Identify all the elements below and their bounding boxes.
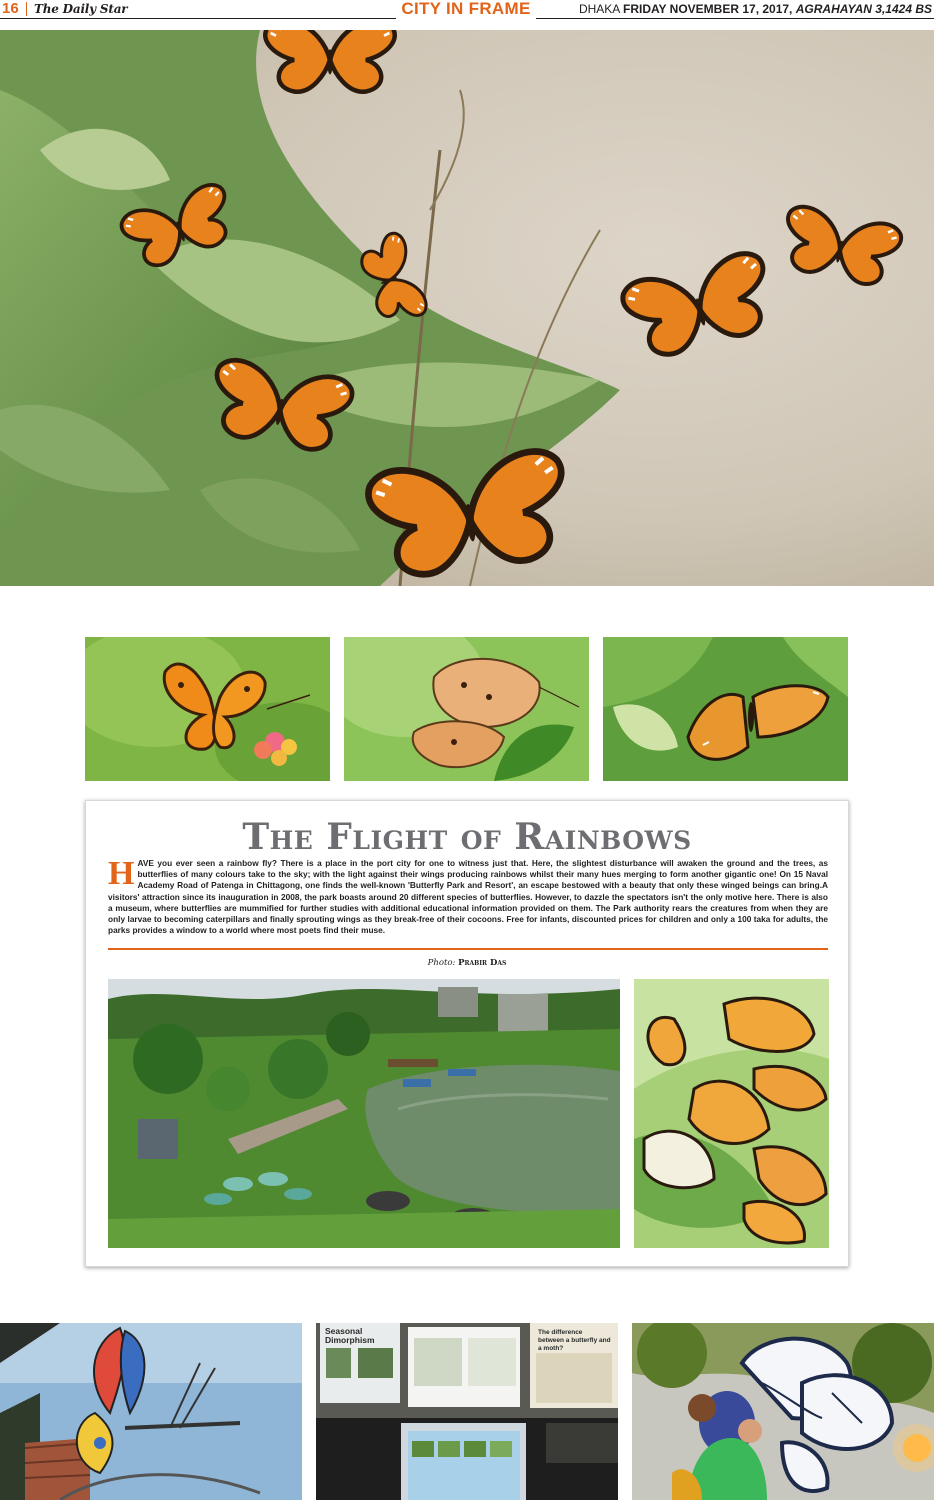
article-card xyxy=(85,800,849,1267)
article-body xyxy=(108,855,828,936)
dateline-city: DHAKA xyxy=(578,2,620,16)
article-body-text: AVE you ever seen a rainbow fly? There is a place in the port city for one to witness just that. Here, the slightest disturbance will awaken the ground and the trees, as butterflies of many colours take to the sky; with the light against their wings producing rainbows whilst their many hues merging to form another gigantic one! On 15 Naval Academy Road of Patenga in Chittagong, one finds the well-known 'Butterfly Park and Resort', an escape bestowed with a beauty that only these winged beings can bring.A visitors' attraction since its inauguration in 2008, the park boasts around 20 different species of butterflies. However, to dazzle the spectators isn't the only motive here. There is also a museum, where butterflies are mummified for further studies with additional educational information provided on them. The Park authority rears the creatures from when they are only larvae to becoming caterpillars and finally sprouting wings as they break-free of their cocoons. Free for infants, discounted prices for children and only a 100 taka for adults, the parks provides a window to a world where most poets find their muse. xyxy=(108,858,828,936)
photo-credit xyxy=(86,958,848,968)
newspaper-logo: The Daily Star xyxy=(34,2,128,16)
museum-board-right-title-1: The difference xyxy=(538,1329,583,1336)
hero-butterflies-photo xyxy=(0,30,934,586)
photo-credit-name: Prabir Das xyxy=(458,958,507,968)
dateline-date: FRIDAY NOVEMBER 17, 2017, xyxy=(622,2,793,16)
butterfly-park-pond-photo xyxy=(108,979,620,1248)
masthead xyxy=(0,0,934,20)
museum-board-left-title-1: Seasonal xyxy=(325,1326,363,1336)
visitors-selfie-photo xyxy=(632,1323,934,1500)
dateline-bengali-date: AGRAHAYAN 3,1424 BS xyxy=(795,2,932,16)
article-headline: The Flight of Rainbows xyxy=(242,816,692,858)
museum-board-right-title xyxy=(538,1329,616,1353)
page-number: 16 xyxy=(2,0,19,17)
article-divider xyxy=(108,948,828,950)
museum-board-right-title-2: between a butterfly and a moth? xyxy=(538,1337,611,1352)
butterfly-on-leaves-photo xyxy=(603,637,848,781)
butterflies-on-leaf-photo xyxy=(344,637,589,781)
butterfly-on-flower-photo xyxy=(85,637,330,781)
museum-board-left-title xyxy=(325,1327,375,1345)
section-title: CITY IN FRAME xyxy=(396,0,536,19)
museum-display-photo xyxy=(316,1323,618,1500)
masthead-divider xyxy=(26,2,27,16)
butterfly-cluster-photo xyxy=(634,979,829,1248)
photo-credit-label: Photo: xyxy=(427,958,456,968)
article-dropcap: H xyxy=(108,855,135,892)
museum-board-left-title-2: Dimorphism xyxy=(325,1335,375,1345)
dateline xyxy=(579,1,932,17)
butterfly-sculpture-photo xyxy=(0,1323,302,1500)
